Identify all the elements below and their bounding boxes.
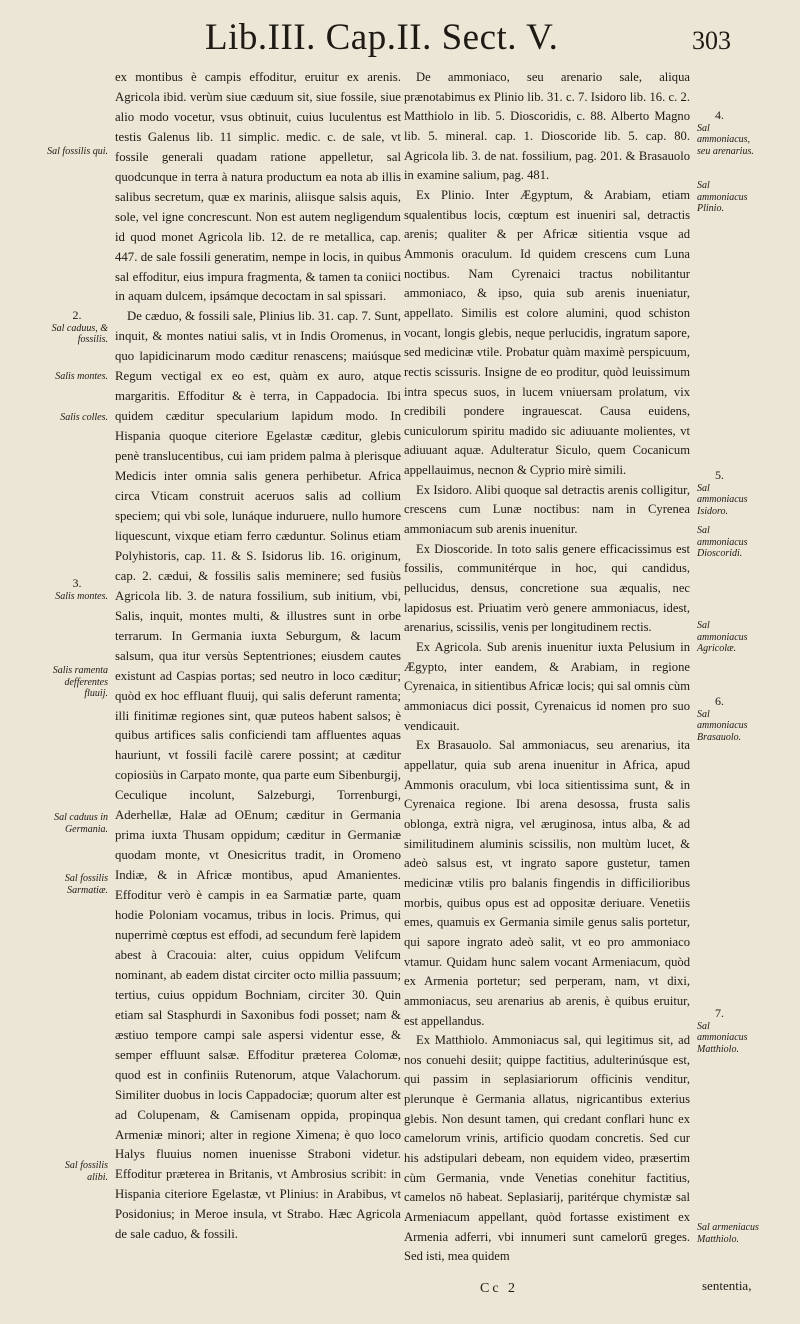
margin-note-text: Sal ammoniacus Plinio. — [697, 180, 748, 214]
margin-note — [697, 470, 759, 517]
paragraph: Ex Brasauolo. Sal ammoniacus, seu arenarius, ita appellatur, quia sub arena inuenitur in Africa, apud Ammonis oraculum, vbi loca sitientissima sunt, & in Cyrenaica regione. Ibi arena desossa, frusta salis oblonga, extrà nigra, vel æruginosa, intus alba, & ad similitudinem aluminis scissilis, non multùm lucet, & adeò salsus est, vt ingrato sapore gustetur, tamen medicinæ vtilis pro balanis fingendis in difficilioribus morbis, quibus opus est ad oppositæ deriuare. Venetiis emes, quamuis ex Germania simile genus salis portetur, qui sapore ingrato adeò salit, vt eo pro ammoniaco vtamur. Quidam hunc salem vocant Armeniacum, quòd ex Armenia portetur; sed perperam, nam, vt dixi, ammoniacus, seu arenarius ab arenis, è quibus eruitur, est appellandus. — [404, 738, 690, 1028]
margin-note-text: Salis ramenta defferentes fluuij. — [52, 665, 108, 699]
margin-note — [46, 1160, 108, 1183]
margin-note-number: 4. — [715, 108, 724, 122]
margin-note — [697, 1222, 759, 1245]
paragraph: Ex Dioscoride. In toto salis genere efficacissimus est fossilis, communitérque in hoc, qui candidus, pellucidus, densus, concretione sua æqualis, nec lapidosus est. Priuatim verò genere ammoniacus, idest, arenarius, scissilis, venis per longitudinem rectis. — [404, 541, 690, 635]
margin-note-number: 5. — [715, 468, 724, 482]
paragraph: Ex Matthiolo. Ammoniacus sal, qui legitimus sit, ad nos conuehi desiit; quippe factitius, adulterinúsque est, qui passim in seplasiariorum officinis venditur, plerunque è Germania allatus, nigricantibus exterius glebis. Non desunt tamen, qui credant conflari hunc ex camelorum vrinis, artificio quodam concretis. Sed cur his adstipulari debeam, non equidem video, præsertim cùm Germania, vnde Venetias conehitur factitius, camelos nō habeat. Seplasiarij, paritérque chymistæ sal Armeniacum appellant, quòd fortasse existiment ex Armenia adferri, vbi innumeri sunt camelorū greges. Sed isti, mea quidem — [404, 1033, 690, 1264]
margin-note-text: Sal caduus in Germania. — [54, 812, 108, 835]
paragraph: Ex Plinio. Inter Ægyptum, & Arabiam, etiam squalentibus locis, cœptum est inueniri sal, detractis arenis; qualiter & per Africæ sitientia vsque ad Ammonis oraculum. Id quidem crescens cum Luna noctibus. Nam Cyrenaici tractus nobilitantur ammoniaco, & ipso, quia sub arenis inueniatur, appellato. Similis est colore alumini, quod schiston vocant, longis glebis, neque perlucidis, ingratum sapore, sed medicinæ vtile. Probatur quàm maximè perspicuum, rectis scissuris. Insigne de eo proditur, quòd leuissimum intra specus suos, in lucem vniuersam prolatum, vix credibili pondere ingrauescat. Causa euidens, cuniculorum spiritu madido sic adiuuante molientes, vt adiuuant aquæ. Adulteratur Siculo, quem Cocanicum appellauimus, necnon & Cyprio mirè simili. — [404, 187, 690, 478]
margin-note — [46, 146, 108, 158]
margin-note — [697, 110, 759, 157]
paragraph: ex montibus è campis effoditur, eruitur ex arenis. Agricola ibid. verùm siue cæduum sit, siue fossile, siue alio modo vocetur, vsus obtinuit, cuius luculentus est testis Galenus lib. 11 simplic. medic. c. de sale, vt fossile generali quadam ratione appelletur, sal quodcunque in terra à natura productum ea nota ab illis salibus secretum, quæ ex marinis, aliisque salsis aquis, sole, vel igne concrescunt. Non est autem negligendum id quod monet Agricola lib. 12. de re metallica, cap. 447. de sale fossili generatim, nempe in locis, in quibus sal effoditur, eius impura fragmenta, & tamen ta coniici in aquam dulcem, ipsámque decoctam in sal spissari. — [115, 70, 401, 304]
page-number: 303 — [692, 26, 731, 55]
paragraph: De cæduo, & fossili sale, Plinius lib. 31. cap. 7. Sunt, inquit, & montes natiui salis, vt in Indis Oromenus, in quo lapidicinarum modo cæditur renascens; maiúsque Regum vectigal ex eo est, quàm ex auro, atque margaritis. Effoditur & è terra, in Cappadocia. Ibi quidem cæditur specularium lapidum modo. In Hispania quoque citeriore Egelastæ cæditur, glebis penè translucentibus, cui iam pridem palma à plerisque Medicis inter omnia salis genera perhibetur. Africa circa Vticam construit aceruos salis ad collium speciem; qui vbi sole, lunáque induruere, nullo humore liquescunt, vixque etiam ferro cæduntur. Solinus etiam Polyhistoris, cap. 11. & S. Isidorus lib. 16. originum, cap. 2. cædui, & fossilis salis meminere; sed fusiùs Agricola lib. 3. de natura fossilium, sub initium, vbi, Salis, inquit, montes multi, & illustres sunt in orbe terrarum. In Germania iuxta Seburgum, & lacum salsum, qua itur versùs Septentriones; eiusdem cautes existunt ad Caspias portas; sed neutro in loco cæditur; quòd ex hoc effluant fluuij, qui salis deferunt ramenta; illi finitimæ regiones sint, quæ puteos habent salsos; è quibus artifices salis conficiendi tam affluentes aquas hauriunt, vt fossili facilè carere possint; at cæditur copiosiùs in Carpato monte, qua parte eum Sibenburgij, Ceculique incolunt, Salzeburgi, Torrenburgi, Aderhellæ, Halæ ad OEnum; cæditur in Germania prima iuxta Thusam oppidum; cæditur in Germaniæ quodam monte, vt Onesicritus tradit, in Oromeno Indiæ, & in Africæ montibus, apud Amanientes. Effoditur verò è campis in ea Sarmatiæ parte, quam hodie Poloniam vocamus, tribus in locis. Primus, qui nuperrimè cœptus est effodi, ad secundum ferè lapidem abest à Cracouia: alter, cuius oppidum Velifcum nominant, ab eadem distat circiter octo millia passuum; tertius, cuius oppidum Bochniam, circiter 30. Quin etiam sal Stasphurdi in Saxonibus fodi posset; nam & æstiuo tempore campi sale aspersi videntur esse, & semper effluunt salsæ. Effoditur præterea Colomæ, quod est in confiniis Rutenorum, atque Valachorum. Similiter duobus in locis Cappadociæ; quorum alter est ad Colupenam, & Camisenam oppida, propinqua Armeniæ minori; alter in regione Ximena; è quo loco Halys fluuius nomen inuenisse Straboni videtur. Effoditur præterea in Britanis, vt Ambrosius scribit: in Hispania citeriore Egelastæ, vt Plinius: in Arabibus, vt Posidonius; in Meroe insula, vt Strabo. Hæc Agricola de sale caduo, & fossili. — [115, 309, 401, 1242]
margin-note-text: Sal ammoniacus Matthiolo. — [697, 1020, 748, 1055]
margin-note — [697, 620, 759, 655]
margin-note-text: Sal ammoniacus Dioscoridi. — [697, 525, 748, 559]
margin-note-text: Sal fossilis Sarmatiæ. — [64, 873, 108, 896]
margin-note — [697, 696, 759, 743]
margin-note-text: Sal fossilis qui. — [47, 146, 108, 157]
margin-note-text: Salis montes. — [55, 371, 108, 382]
margin-note — [697, 525, 759, 560]
margin-note — [46, 310, 108, 346]
margin-note-text: Sal ammoniacus Agricolæ. — [697, 620, 748, 654]
margin-note — [46, 371, 108, 383]
right-text-column — [404, 68, 690, 1267]
margin-note-number: 7. — [715, 1006, 724, 1020]
page-footer — [480, 1278, 752, 1297]
margin-note-text: Sal armeniacus Matthiolo. — [697, 1222, 759, 1245]
margin-note-number: 3. — [72, 576, 82, 590]
margin-note-text: Salis montes. — [55, 590, 108, 602]
margin-note-text: Sal ammoniacus Brasauolo. — [697, 708, 748, 743]
margin-note-text: Salis colles. — [60, 412, 108, 423]
running-header — [0, 14, 800, 74]
margin-note-text: Sal ammoniacus Isidoro. — [697, 482, 748, 517]
running-title: Lib.III. Cap.II. Sect. V. — [205, 17, 559, 58]
margin-note — [697, 180, 759, 215]
margin-note-text: Sal caduus, & fossilis. — [51, 322, 108, 345]
left-text-column — [115, 68, 401, 1245]
paragraph: Ex Agricola. Sub arenis inuenitur iuxta Pelusium in Ægypto, inter eandem, & Arabiam, in regione Cyrenaica, in sitientibus Africæ locis; qui sal omnis cùm ammoniacus dici possit, Cyrenaicus id nomen pro suo vendicauit. — [404, 640, 690, 733]
margin-note-number: 2. — [72, 308, 82, 322]
margin-note — [46, 412, 108, 424]
paragraph: Ex Isidoro. Alibi quoque sal detractis arenis colligitur, crescens cum Lunæ noctibus: nam in Cyrenea ammoniacum sub arenis inuenitur. — [404, 482, 690, 537]
margin-note — [46, 578, 108, 602]
margin-note — [46, 873, 108, 896]
catchword: sententia, — [702, 1278, 752, 1293]
margin-note — [697, 1008, 759, 1055]
margin-note — [46, 812, 108, 835]
margin-note-text: Sal ammoniacus, seu arenarius. — [697, 122, 754, 157]
margin-note-text: Sal fossilis alibi. — [64, 1160, 108, 1183]
margin-note — [46, 665, 108, 700]
margin-note-number: 6. — [715, 694, 724, 708]
signature-mark: Cc 2 — [480, 1281, 519, 1296]
paragraph: De ammoniaco, seu arenario sale, aliqua prænotabimus ex Plinio lib. 31. c. 7. Isidoro lib. 16. c. 2. Matthiolo in lib. 5. Dioscoridis, c. 88. Alberto Magno lib. 5. mineral. cap. 1. Dioscoride lib. 5. cap. 80. Agricola lib. 3. de nat. fossilium, pag. 201. & Brasauolo in examine salium, pag. 481. — [404, 70, 690, 183]
